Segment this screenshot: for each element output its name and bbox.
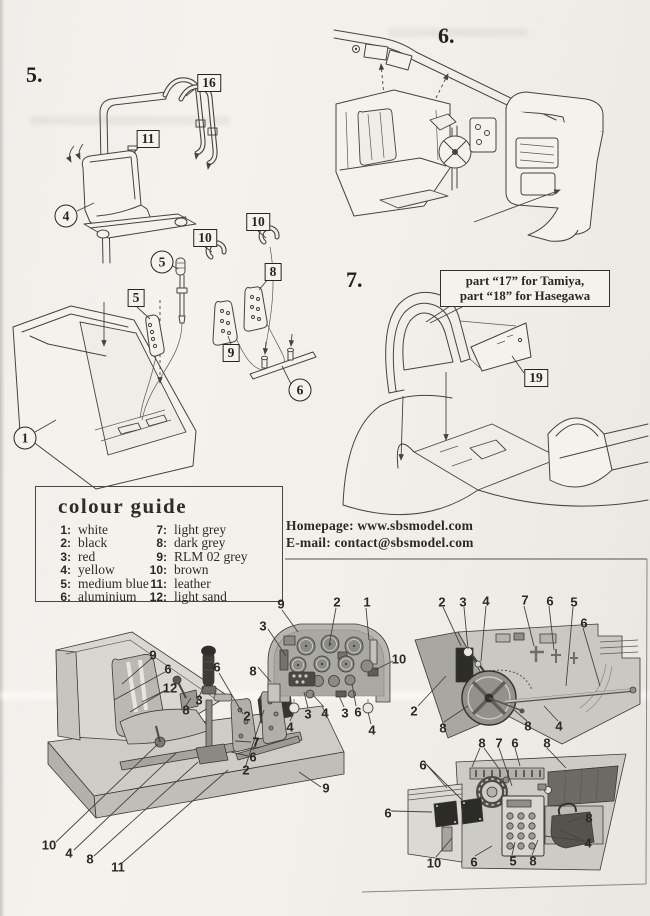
colour-callout: 4 <box>555 718 563 734</box>
colour-callout: 8 <box>249 663 257 679</box>
colour-callout: 6 <box>419 757 427 773</box>
colour-entry: 8: dark grey <box>156 535 226 551</box>
colour-callout: 11 <box>111 859 125 875</box>
part-callout-circle: 5 <box>151 251 174 274</box>
colour-entry: 6: aluminium <box>60 588 137 604</box>
colour-callout: 3 <box>195 692 203 708</box>
colour-entry: 3: red <box>60 548 96 564</box>
step-5-number: 5. <box>26 62 43 87</box>
part-callout-box: 10 <box>246 213 270 231</box>
colour-callout: 8 <box>478 735 486 751</box>
part-callout-box: 19 <box>524 369 548 387</box>
colour-callout: 2 <box>242 762 250 778</box>
colour-callout: 4 <box>368 722 376 738</box>
colour-callout: 3 <box>459 594 467 610</box>
colour-callout: 4 <box>321 705 329 721</box>
colour-callout: 4 <box>65 845 73 861</box>
homepage-text: Homepage: www.sbsmodel.com <box>286 518 474 533</box>
colour-callout: 10 <box>391 651 407 667</box>
step6-fuselage-assembly-drawing <box>334 30 603 241</box>
colour-callout: 7 <box>495 735 503 751</box>
colour-callout: 2 <box>410 703 418 719</box>
colour-entry: 9: RLM 02 grey <box>156 548 248 564</box>
step7-windscreen-drawing <box>343 292 648 514</box>
contact-info <box>286 518 474 551</box>
part-callout-box: 5 <box>128 289 145 307</box>
colour-callout: 6 <box>164 661 172 677</box>
fit-note-callout <box>440 270 610 307</box>
colour-callout: 3 <box>259 618 267 634</box>
colour-guide-title: colour guide <box>58 494 188 518</box>
colour-entry: 12: light sand <box>149 588 227 604</box>
part-callout-circle: 6 <box>289 379 312 402</box>
colour-callout: 6 <box>354 704 362 720</box>
equipment-shelf-painting-guide-drawing <box>408 754 626 870</box>
colour-callout: 9 <box>277 596 285 612</box>
colour-callout: 7 <box>252 734 260 750</box>
colour-callout: 2 <box>243 708 251 724</box>
colour-callout: 2 <box>333 594 341 610</box>
colour-entry: 2: black <box>60 535 108 551</box>
colour-callout: 5 <box>570 594 578 610</box>
part-callout-box: 11 <box>137 130 160 148</box>
colour-callout: 6 <box>546 593 554 609</box>
colour-callout: 4 <box>584 835 592 851</box>
colour-entry: 4: yellow <box>60 562 115 578</box>
fit-note-line1: part “17” for Tamiya, <box>465 274 585 288</box>
part-callout-box: 9 <box>223 344 240 362</box>
colour-entry: 1: white <box>60 522 108 537</box>
email-text: E-mail: contact@sbsmodel.com <box>286 534 474 550</box>
colour-callout: 8 <box>543 735 551 751</box>
colour-callout: 8 <box>182 702 190 718</box>
part-callout-circle: 4 <box>55 205 78 228</box>
part-callout-box: 8 <box>265 263 282 281</box>
colour-guide-panel <box>35 486 283 602</box>
colour-entry: 5: medium blue <box>60 575 149 591</box>
fit-note-line2: part “18” for Hasegawa <box>459 288 591 303</box>
colour-callout: 6 <box>511 735 519 751</box>
colour-callout: 8 <box>439 720 447 736</box>
step5-seat-assembly-drawing <box>13 80 316 489</box>
colour-callout: 2 <box>438 594 446 610</box>
colour-callout: 6 <box>580 615 588 631</box>
colour-callout: 6 <box>384 805 392 821</box>
colour-callout: 6 <box>213 659 221 675</box>
colour-callout: 3 <box>341 705 349 721</box>
colour-guide-column-1 <box>47 523 149 603</box>
colour-callout: 10 <box>41 837 57 853</box>
colour-callout: 8 <box>585 810 593 826</box>
colour-callout: 1 <box>363 594 371 610</box>
colour-callout: 6 <box>249 749 257 765</box>
colour-callout: 5 <box>509 853 517 869</box>
colour-callout: 9 <box>149 647 157 663</box>
part-callout-box: 16 <box>197 74 221 92</box>
colour-entry: 11: leather <box>150 575 211 591</box>
colour-callout: 8 <box>524 718 532 734</box>
colour-callout: 12 <box>162 680 178 696</box>
instrument-panel-painting-guide-drawing <box>268 624 390 713</box>
colour-callout: 10 <box>426 855 442 871</box>
colour-callout: 3 <box>304 706 312 722</box>
part-callout-box: 10 <box>193 229 217 247</box>
colour-entry: 7: light grey <box>156 522 227 537</box>
colour-callout: 6 <box>470 854 478 870</box>
colour-callout: 7 <box>521 592 529 608</box>
colour-entry: 10: brown <box>149 562 209 578</box>
colour-callout: 9 <box>322 780 330 796</box>
colour-guide-column-2 <box>143 523 248 603</box>
colour-callout: 8 <box>529 853 537 869</box>
colour-callout: 4 <box>482 593 490 609</box>
colour-callout: 4 <box>286 719 294 735</box>
part-callout-circle: 1 <box>14 427 37 450</box>
step-6-number: 6. <box>438 23 455 48</box>
step-7-number: 7. <box>346 267 363 292</box>
colour-callout: 8 <box>86 851 94 867</box>
